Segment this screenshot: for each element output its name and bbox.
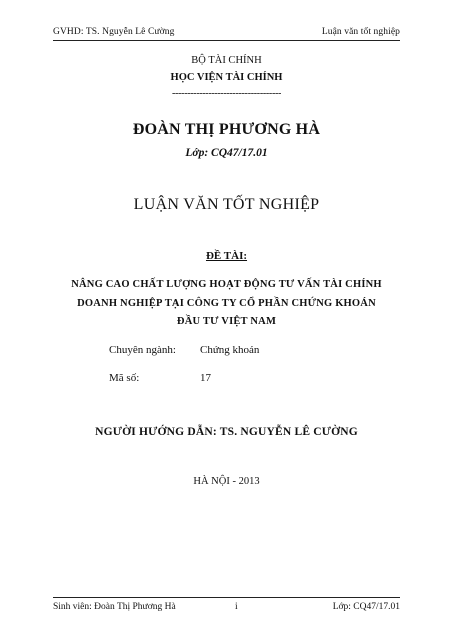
topic-line: ĐẦU TƯ VIỆT NAM xyxy=(176,316,277,327)
academy-name: HỌC VIỆN TÀI CHÍNH xyxy=(170,72,283,83)
footer-class: Lớp: CQ47/17.01 xyxy=(332,602,400,612)
separator: ------------------------------------ xyxy=(171,88,282,99)
topic-line: DOANH NGHIỆP TẠI CÔNG TY CỔ PHẦN CHỨNG KHOÁN xyxy=(77,298,376,309)
page-number: i xyxy=(235,602,238,612)
student-name: ĐOÀN THỊ PHƯƠNG HÀ xyxy=(132,121,321,138)
footer-student: Sinh viên: Đoàn Thị Phương Hà xyxy=(53,602,176,612)
ministry-name: BỘ TÀI CHÍNH xyxy=(191,55,262,66)
code-label: Mã số: xyxy=(109,372,140,384)
header-rule xyxy=(53,40,400,41)
header-advisor: GVHD: TS. Nguyễn Lê Cường xyxy=(53,27,175,37)
footer-rule xyxy=(53,597,400,598)
major-value: Chứng khoán xyxy=(200,344,260,356)
code-value: 17 xyxy=(200,372,211,384)
topic-line: NÂNG CAO CHẤT LƯỢNG HOẠT ĐỘNG TƯ VẤN TÀI CHÍNH xyxy=(71,279,382,290)
major-label: Chuyên ngành: xyxy=(109,344,176,356)
header-doc-type: Luận văn tốt nghiệp xyxy=(321,27,400,37)
class-label: Lớp: CQ47/17.01 xyxy=(185,147,268,159)
page-header xyxy=(53,27,400,41)
topic-label: ĐỀ TÀI: xyxy=(205,250,248,262)
advisor-line: NGƯỜI HƯỚNG DẪN: TS. NGUYỄN LÊ CƯỜNG xyxy=(95,426,358,438)
place-date: HÀ NỘI - 2013 xyxy=(193,476,260,487)
page-footer xyxy=(53,602,400,616)
thesis-title: LUẬN VĂN TỐT NGHIỆP xyxy=(133,196,320,213)
